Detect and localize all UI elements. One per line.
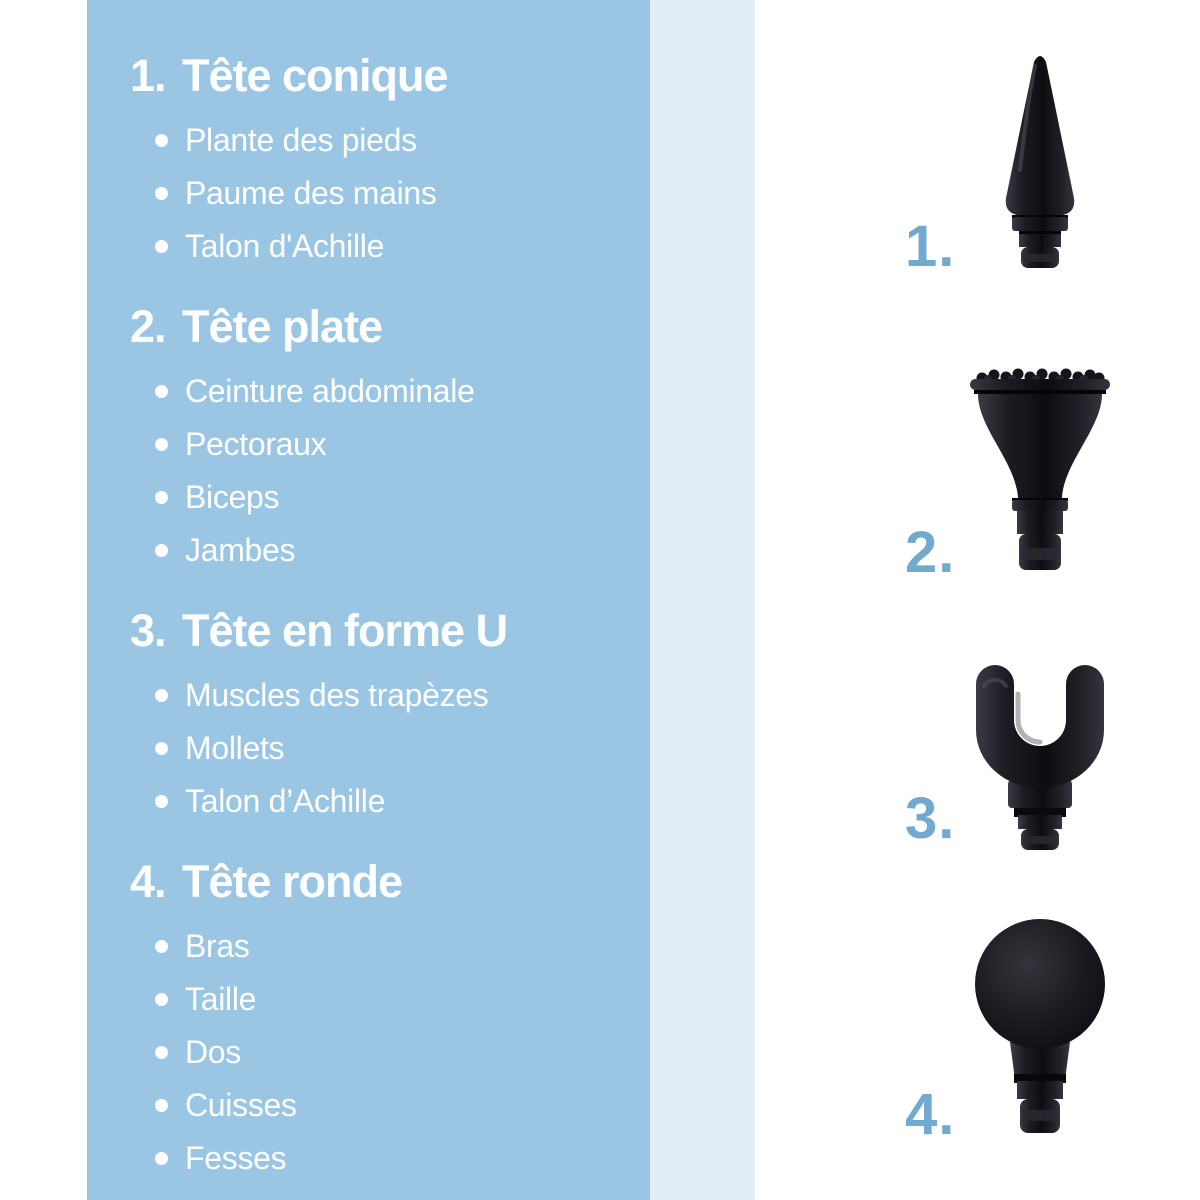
list-item: Taille [130, 973, 630, 1026]
cone-head-icon [968, 48, 1112, 270]
section-title [130, 854, 630, 910]
section-u-head [130, 603, 630, 828]
attachment-gallery [755, 0, 1200, 1200]
list-item: Jambes [130, 524, 630, 577]
attachment-number-3: 3. [905, 786, 956, 851]
bullet-dot-icon [155, 1152, 168, 1165]
list-item: Mollets [130, 722, 630, 775]
section-name: Tête conique [182, 50, 448, 101]
list-item: Ceinture abdominale [130, 365, 630, 418]
section-number: 4. [130, 856, 166, 907]
list-item: Talon d'Achille [130, 220, 630, 273]
list-item: Dos [130, 1026, 630, 1079]
section-item-list [130, 669, 630, 828]
bullet-dot-icon [155, 993, 168, 1006]
section-round-head [130, 854, 630, 1185]
section-name: Tête ronde [182, 856, 403, 907]
section-title [130, 603, 630, 659]
u-shaped-head-icon [968, 642, 1112, 850]
section-name: Tête plate [182, 301, 383, 352]
list-item: Muscles des trapèzes [130, 669, 630, 722]
list-item: Plante des pieds [130, 114, 630, 167]
section-item-list [130, 920, 630, 1185]
section-item-list [130, 114, 630, 273]
list-item: Paume des mains [130, 167, 630, 220]
section-flat-head [130, 299, 630, 577]
u-shaped-head-figure [968, 642, 1112, 850]
section-title [130, 48, 630, 104]
bullet-dot-icon [155, 742, 168, 755]
list-item: Talon d’Achille [130, 775, 630, 828]
list-item: Pectoraux [130, 418, 630, 471]
round-head-figure [968, 916, 1112, 1136]
attachment-number-4: 4. [905, 1082, 956, 1147]
info-panel [87, 0, 650, 1200]
bullet-dot-icon [155, 491, 168, 504]
list-item: Cuisses [130, 1079, 630, 1132]
bullet-dot-icon [155, 438, 168, 451]
bullet-dot-icon [155, 795, 168, 808]
list-item: Biceps [130, 471, 630, 524]
section-number: 3. [130, 605, 166, 656]
round-ball-head-icon [968, 916, 1112, 1136]
section-cone-head [130, 48, 630, 273]
bullet-dot-icon [155, 544, 168, 557]
section-number: 2. [130, 301, 166, 352]
attachment-number-1: 1. [905, 214, 956, 279]
bullet-dot-icon [155, 1046, 168, 1059]
section-number: 1. [130, 50, 166, 101]
section-item-list [130, 365, 630, 577]
section-name: Tête en forme U [182, 605, 508, 656]
cone-head-figure [968, 48, 1112, 270]
bullet-dot-icon [155, 187, 168, 200]
bullet-dot-icon [155, 940, 168, 953]
list-item: Fesses [130, 1132, 630, 1185]
list-item: Bras [130, 920, 630, 973]
bullet-dot-icon [155, 240, 168, 253]
bullet-dot-icon [155, 385, 168, 398]
bullet-dot-icon [155, 134, 168, 147]
bullet-dot-icon [155, 689, 168, 702]
divider-strip [650, 0, 755, 1200]
attachment-number-2: 2. [905, 520, 956, 585]
flat-head-figure [968, 366, 1112, 572]
section-title [130, 299, 630, 355]
flat-head-icon [968, 366, 1112, 572]
bullet-dot-icon [155, 1099, 168, 1112]
